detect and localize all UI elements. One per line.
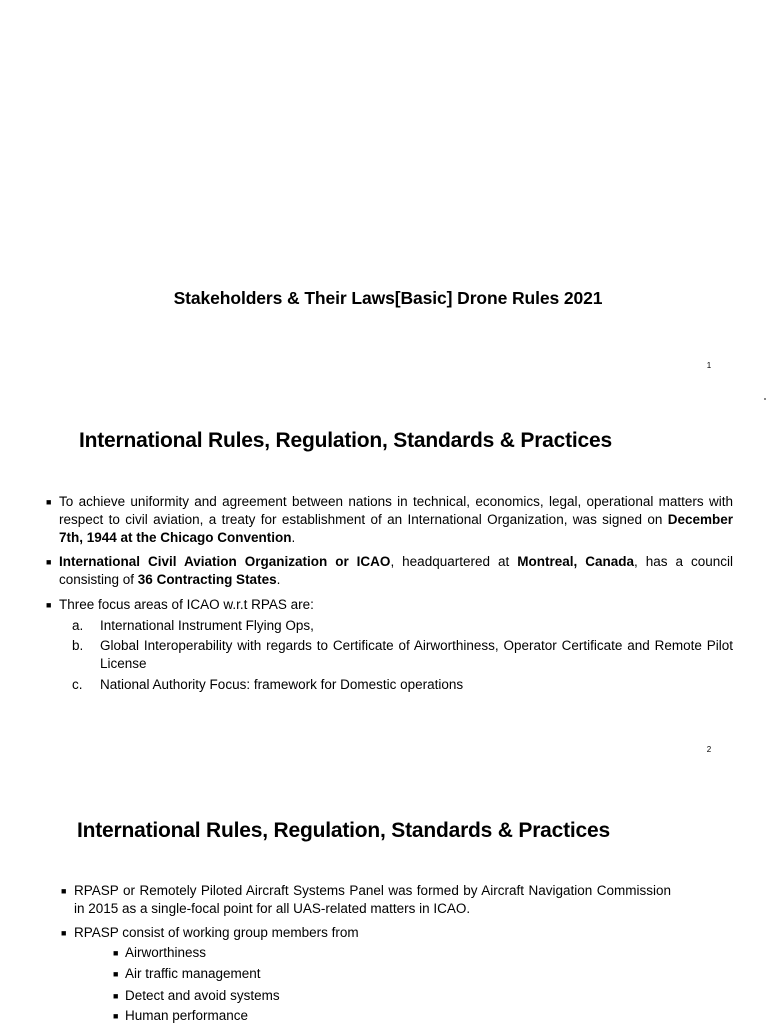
- bullet-bold-text: Montreal, Canada: [517, 554, 634, 569]
- member-text: Human performance: [125, 1008, 249, 1023]
- member-item: [113, 944, 207, 962]
- square-bullet-icon: ■: [113, 948, 119, 958]
- slide2-sub-item-a: [72, 617, 733, 635]
- slide2-page-number: 2: [706, 745, 712, 754]
- sub-item-text: Global Interoperability with regards to Certificate of Airworthiness, Operator Certificate and Remote Pilot License: [100, 638, 733, 671]
- bullet-text: RPASP consist of working group members from: [74, 925, 359, 940]
- member-item: [113, 987, 280, 1005]
- sub-item-letter: c.: [72, 677, 83, 692]
- slide1-page-number: 1: [706, 361, 712, 370]
- slide2-bullet-3: [46, 596, 733, 614]
- bullet-text: , has a council consisting of: [59, 554, 733, 587]
- member-text: Detect and avoid systems: [125, 988, 280, 1003]
- bullet-bold-text: December 7th, 1944 at the Chicago Convention: [59, 512, 733, 545]
- square-bullet-icon: ■: [61, 928, 67, 938]
- square-bullet-icon: ■: [113, 991, 119, 1001]
- sub-item-letter: b.: [72, 638, 84, 653]
- slide2-bullet-1: [46, 493, 733, 547]
- bullet-text: Three focus areas of ICAO w.r.t RPAS are:: [59, 597, 314, 612]
- member-text: Air traffic management: [125, 966, 261, 981]
- square-bullet-icon: ■: [113, 1011, 119, 1021]
- slide3-bullet-1: [61, 882, 671, 918]
- square-bullet-icon: ■: [46, 557, 52, 567]
- bullet-bold-text: 36 Contracting States: [137, 572, 277, 587]
- member-item: [113, 1007, 249, 1025]
- bullet-text: RPASP or Remotely Piloted Aircraft Systems Panel was formed by Aircraft Navigation Commission in 2015 as a single-focal point for all UAS-related matters in ICAO.: [74, 883, 671, 916]
- bullet-bold-text: International Civil Aviation Organization or ICAO: [59, 554, 391, 569]
- slide-edge-mark: [764, 398, 766, 400]
- member-text: Airworthiness: [125, 945, 207, 960]
- slide3-bullet-2: [61, 924, 671, 942]
- sub-item-text: International Instrument Flying Ops,: [100, 618, 314, 633]
- slide2-bullet-2: [46, 553, 733, 589]
- slide2-sub-item-c: [72, 676, 733, 694]
- slide3-title: International Rules, Regulation, Standards & Practices: [77, 819, 610, 842]
- bullet-text: , headquartered at: [390, 554, 518, 569]
- square-bullet-icon: ■: [61, 886, 67, 896]
- member-item: [113, 965, 261, 983]
- sub-item-text: National Authority Focus: framework for Domestic operations: [100, 677, 464, 692]
- slide2-title: International Rules, Regulation, Standards & Practices: [79, 429, 612, 452]
- slide2-sub-item-b: [72, 637, 733, 673]
- slide1-title: Stakeholders & Their Laws[Basic] Drone Rules 2021: [173, 288, 603, 308]
- sub-item-letter: a.: [72, 618, 84, 633]
- square-bullet-icon: ■: [113, 969, 119, 979]
- bullet-text: .: [276, 572, 281, 587]
- bullet-text: To achieve uniformity and agreement between nations in technical, economics, legal, operational matters with respect to civil aviation, a treaty for establishment of an International Organization, was signed on: [59, 494, 733, 527]
- bullet-text: .: [291, 530, 296, 545]
- square-bullet-icon: ■: [46, 497, 52, 507]
- square-bullet-icon: ■: [46, 600, 52, 610]
